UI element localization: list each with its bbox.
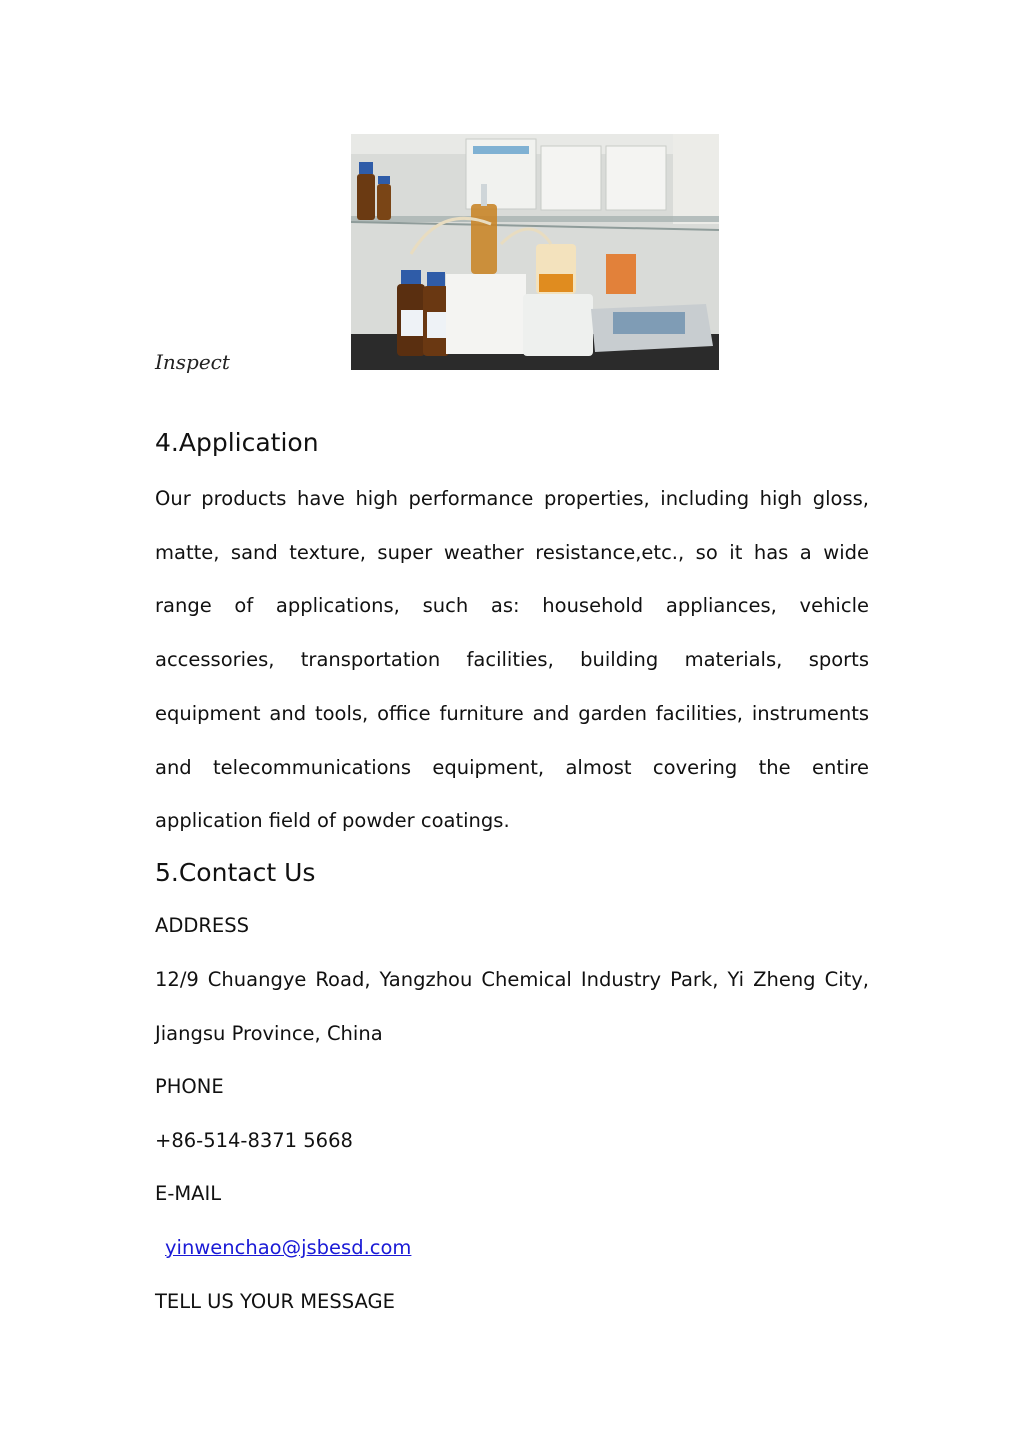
contact-heading: 5.Contact Us xyxy=(155,858,316,887)
phone-number: +86-514-8371 5668 xyxy=(155,1129,353,1152)
message-label: TELL US YOUR MESSAGE xyxy=(155,1290,395,1313)
application-heading: 4.Application xyxy=(155,428,319,457)
lab-equipment-photo xyxy=(351,134,719,370)
image-caption: Inspect xyxy=(155,350,230,374)
email-label: E-MAIL xyxy=(155,1182,222,1205)
phone-label: PHONE xyxy=(155,1075,224,1098)
address-line-1: 12/9 Chuangye Road, Yangzhou Chemical Industry Park, Yi Zheng City, xyxy=(155,968,869,991)
application-body: Our products have high performance properties, including high gloss, matte, sand texture, super weather resistance,etc., so it has a wide range of applications, such as: household appliances, vehicle accessories, transportation facilities, building materials, sports equipment and tools, office furniture and garden facilities, instruments and telecommunications equipment, almost covering the entire application field of powder coatings. xyxy=(155,487,869,833)
address-line-2: Jiangsu Province, China xyxy=(155,1022,383,1045)
address-label: ADDRESS xyxy=(155,914,249,937)
email-link[interactable]: yinwenchao@jsbesd.com xyxy=(165,1236,412,1259)
